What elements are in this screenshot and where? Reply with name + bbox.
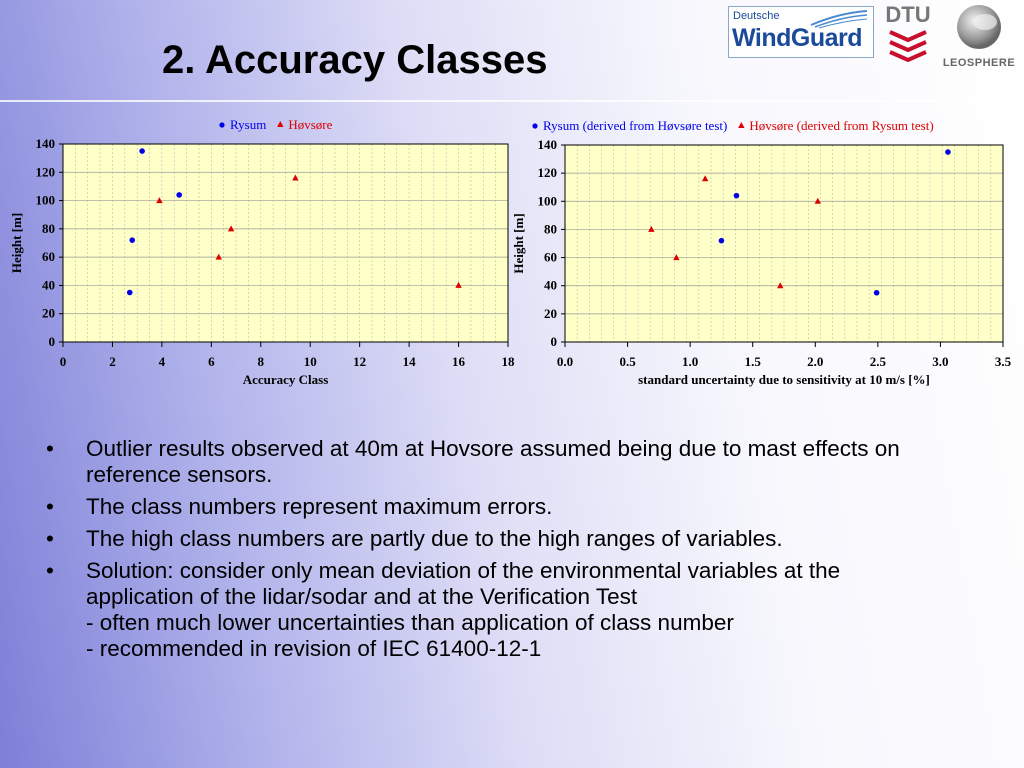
leosphere-logo xyxy=(938,2,1020,70)
x-tick-label: 8 xyxy=(257,354,265,369)
x-tick-label: 0 xyxy=(59,354,67,369)
y-tick-label: 20 xyxy=(42,305,55,321)
y-tick-label: 120 xyxy=(537,165,557,181)
x-tick-label: 18 xyxy=(501,354,515,369)
y-tick-label: 60 xyxy=(544,249,557,265)
bullet-marker: • xyxy=(46,526,54,551)
uncertainty-scatter-chart xyxy=(505,110,1024,400)
bullet-item xyxy=(46,494,946,520)
dtu-waves-icon xyxy=(884,26,932,62)
x-tick-label: 3.5 xyxy=(994,354,1012,369)
data-point-blue xyxy=(129,237,135,243)
data-point-blue xyxy=(176,192,182,198)
y-tick-label: 100 xyxy=(537,193,557,209)
windguard-logo xyxy=(728,6,874,58)
bullet-item xyxy=(46,558,946,662)
x-axis-label: Accuracy Class xyxy=(242,372,329,387)
y-tick-label: 140 xyxy=(537,137,557,152)
bullet-text: Outlier results observed at 40m at Hovsore assumed being due to mast effects on reference sensors. xyxy=(86,436,900,487)
y-tick-label: 20 xyxy=(544,305,557,321)
dtu-logo-text: DTU xyxy=(885,2,931,27)
y-tick-label: 80 xyxy=(42,220,55,236)
data-point-blue xyxy=(139,148,145,154)
x-tick-label: 1.0 xyxy=(682,354,699,369)
legend-label: Rysum (derived from Høvsøre test) xyxy=(543,118,728,133)
y-tick-label: 120 xyxy=(35,164,55,180)
y-axis-label: Height [m] xyxy=(511,213,526,274)
legend-label: Rysum xyxy=(230,117,267,132)
legend-label: Høvsøre (derived from Rysum test) xyxy=(749,118,934,133)
data-point-blue xyxy=(127,290,133,296)
bullet-text: The high class numbers are partly due to the high ranges of variables. xyxy=(86,526,783,551)
data-point-blue xyxy=(719,238,725,244)
bullet-text: The class numbers represent maximum errors. xyxy=(86,494,553,519)
bullet-subline: - recommended in revision of IEC 61400-12-1 xyxy=(86,636,542,661)
legend-marker-triangle xyxy=(277,121,283,127)
wind-swoosh-icon xyxy=(809,9,869,29)
legend-label: Høvsøre xyxy=(288,117,333,132)
y-tick-label: 0 xyxy=(48,334,55,349)
legend-marker-circle xyxy=(532,123,537,128)
bullet-text: Solution: consider only mean deviation of the environmental variables at the application of the lidar/sodar and at the Verification Test xyxy=(86,558,841,609)
y-tick-label: 80 xyxy=(544,221,557,237)
x-tick-label: 0.0 xyxy=(556,354,574,369)
bullet-marker: • xyxy=(46,436,54,461)
dtu-logo xyxy=(884,4,932,64)
legend-marker-triangle xyxy=(738,122,744,128)
x-tick-label: 2.0 xyxy=(807,354,824,369)
bullet-subline: - often much lower uncertainties than application of class number xyxy=(86,610,734,635)
windguard-logo-part1: Wind xyxy=(732,24,791,52)
bullet-item xyxy=(46,436,946,488)
x-tick-label: 10 xyxy=(303,354,317,369)
x-tick-label: 2.5 xyxy=(869,354,886,369)
x-tick-label: 6 xyxy=(208,354,215,369)
y-tick-label: 60 xyxy=(42,249,55,265)
x-tick-label: 16 xyxy=(452,354,466,369)
data-point-blue xyxy=(874,290,880,296)
bullet-list xyxy=(46,436,946,668)
windguard-logo-small-text: Deutsche xyxy=(733,10,780,22)
x-tick-label: 1.5 xyxy=(744,354,761,369)
slide-title: 2. Accuracy Classes xyxy=(162,38,548,82)
bullet-marker: • xyxy=(46,494,54,519)
x-tick-label: 2 xyxy=(109,354,116,369)
x-tick-label: 12 xyxy=(353,354,367,369)
y-axis-label: Height [m] xyxy=(9,212,24,274)
leosphere-logo-text: LEOSPHERE xyxy=(942,57,1016,69)
legend-marker-circle xyxy=(219,122,224,127)
y-tick-label: 140 xyxy=(35,136,55,151)
y-tick-label: 40 xyxy=(42,277,55,293)
y-tick-label: 100 xyxy=(35,192,55,208)
x-tick-label: 14 xyxy=(402,354,416,369)
leosphere-globe-icon xyxy=(938,2,1020,52)
accuracy-class-scatter-chart xyxy=(0,110,520,400)
x-tick-label: 0.5 xyxy=(619,354,636,369)
windguard-logo-part2: Guard xyxy=(790,24,862,52)
data-point-blue xyxy=(734,193,740,199)
y-tick-label: 0 xyxy=(550,334,557,349)
title-divider xyxy=(0,100,1024,102)
data-point-blue xyxy=(945,149,951,155)
x-tick-label: 4 xyxy=(158,354,166,369)
bullet-marker: • xyxy=(46,558,54,583)
x-tick-label: 3.0 xyxy=(932,354,949,369)
x-axis-label: standard uncertainty due to sensitivity at 10 m/s [%] xyxy=(638,372,930,387)
y-tick-label: 40 xyxy=(544,277,557,293)
bullet-item xyxy=(46,526,946,552)
